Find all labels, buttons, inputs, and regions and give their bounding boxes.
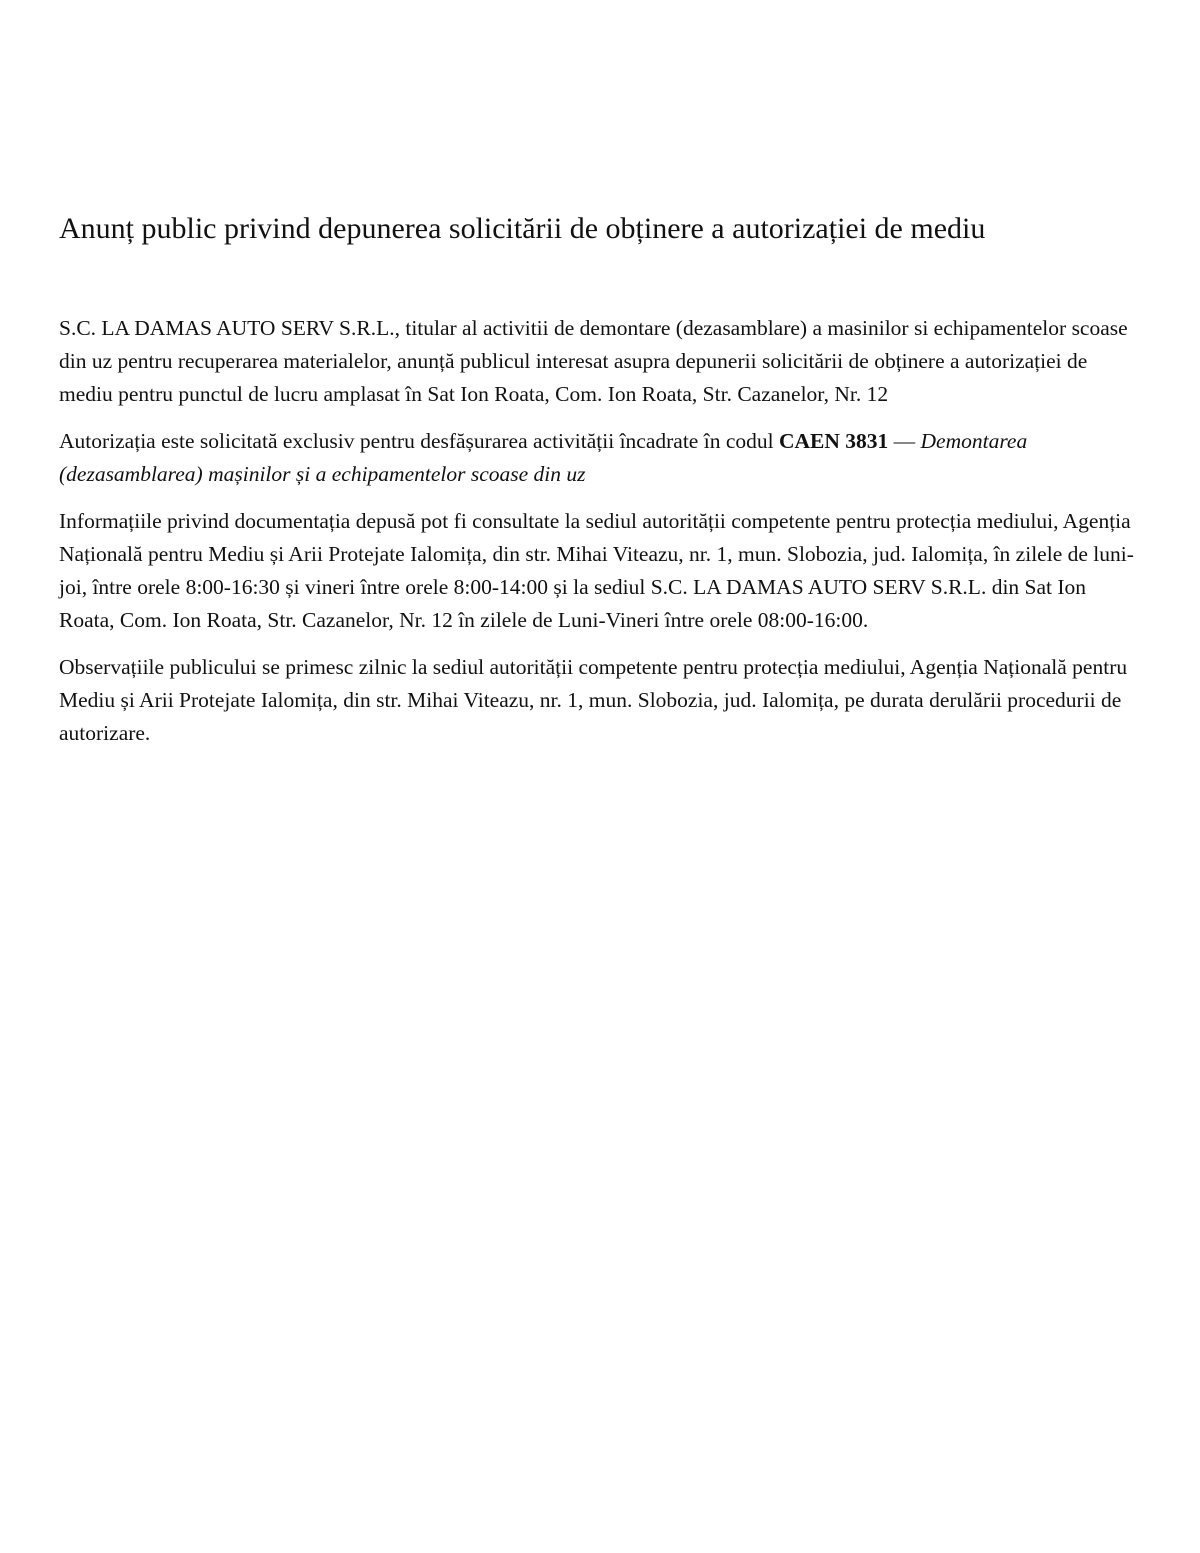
paragraph-consultation: Informațiile privind documentația depusă pot fi consultate la sediul autorității competente pentru protecția mediului, Agenția Națională pentru Mediu și Arii Protejate Ialomița, din str. Mihai Viteazu, nr. 1, mun. Slobozia, jud. Ialomița, în zilele de luni-joi, între orele 8:00-16:30 și vineri între orele 8:00-14:00 și la sediul S.C. LA DAMAS AUTO SERV S.R.L. din Sat Ion Roata, Com. Ion Roata, Str. Cazanelor, Nr. 12 în zilele de Luni-Vineri între orele 08:00-16:00. bbox=[59, 509, 1134, 632]
document-body bbox=[59, 312, 1141, 764]
paragraph-observations: Observațiile publicului se primesc zilnic la sediul autorității competente pentru protecția mediului, Agenția Națională pentru Mediu și Arii Protejate Ialomița, din str. Mihai Viteazu, nr. 1, mun. Slobozia, jud. Ialomița, pe durata derulării procedurii de autorizare. bbox=[59, 655, 1128, 745]
paragraph-applicant: S.C. LA DAMAS AUTO SERV S.R.L., titular al activitii de demontare (dezasamblare) a masinilor si echipamentelor scoase din uz pentru recuperarea materialelor, anunță publicul interesat asupra depunerii solicitării de obținere a autorizației de mediu pentru punctul de lucru amplasat în Sat Ion Roata, Com. Ion Roata, Str. Cazanelor, Nr. 12 bbox=[59, 316, 1128, 406]
caen-dash: — bbox=[888, 429, 921, 453]
caen-description: Demontarea (dezasamblarea) mașinilor și a echipamentelor scoase din uz bbox=[59, 429, 1028, 486]
paragraph-caen bbox=[59, 425, 1141, 491]
document-title: Anunț public privind depunerea solicitării de obținere a autorizației de mediu bbox=[59, 212, 986, 245]
caen-code: CAEN 3831 bbox=[778, 429, 889, 453]
caen-lead-text: Autorizația este solicitată exclusiv pentru desfășurarea activității încadrate în codul bbox=[59, 429, 779, 453]
